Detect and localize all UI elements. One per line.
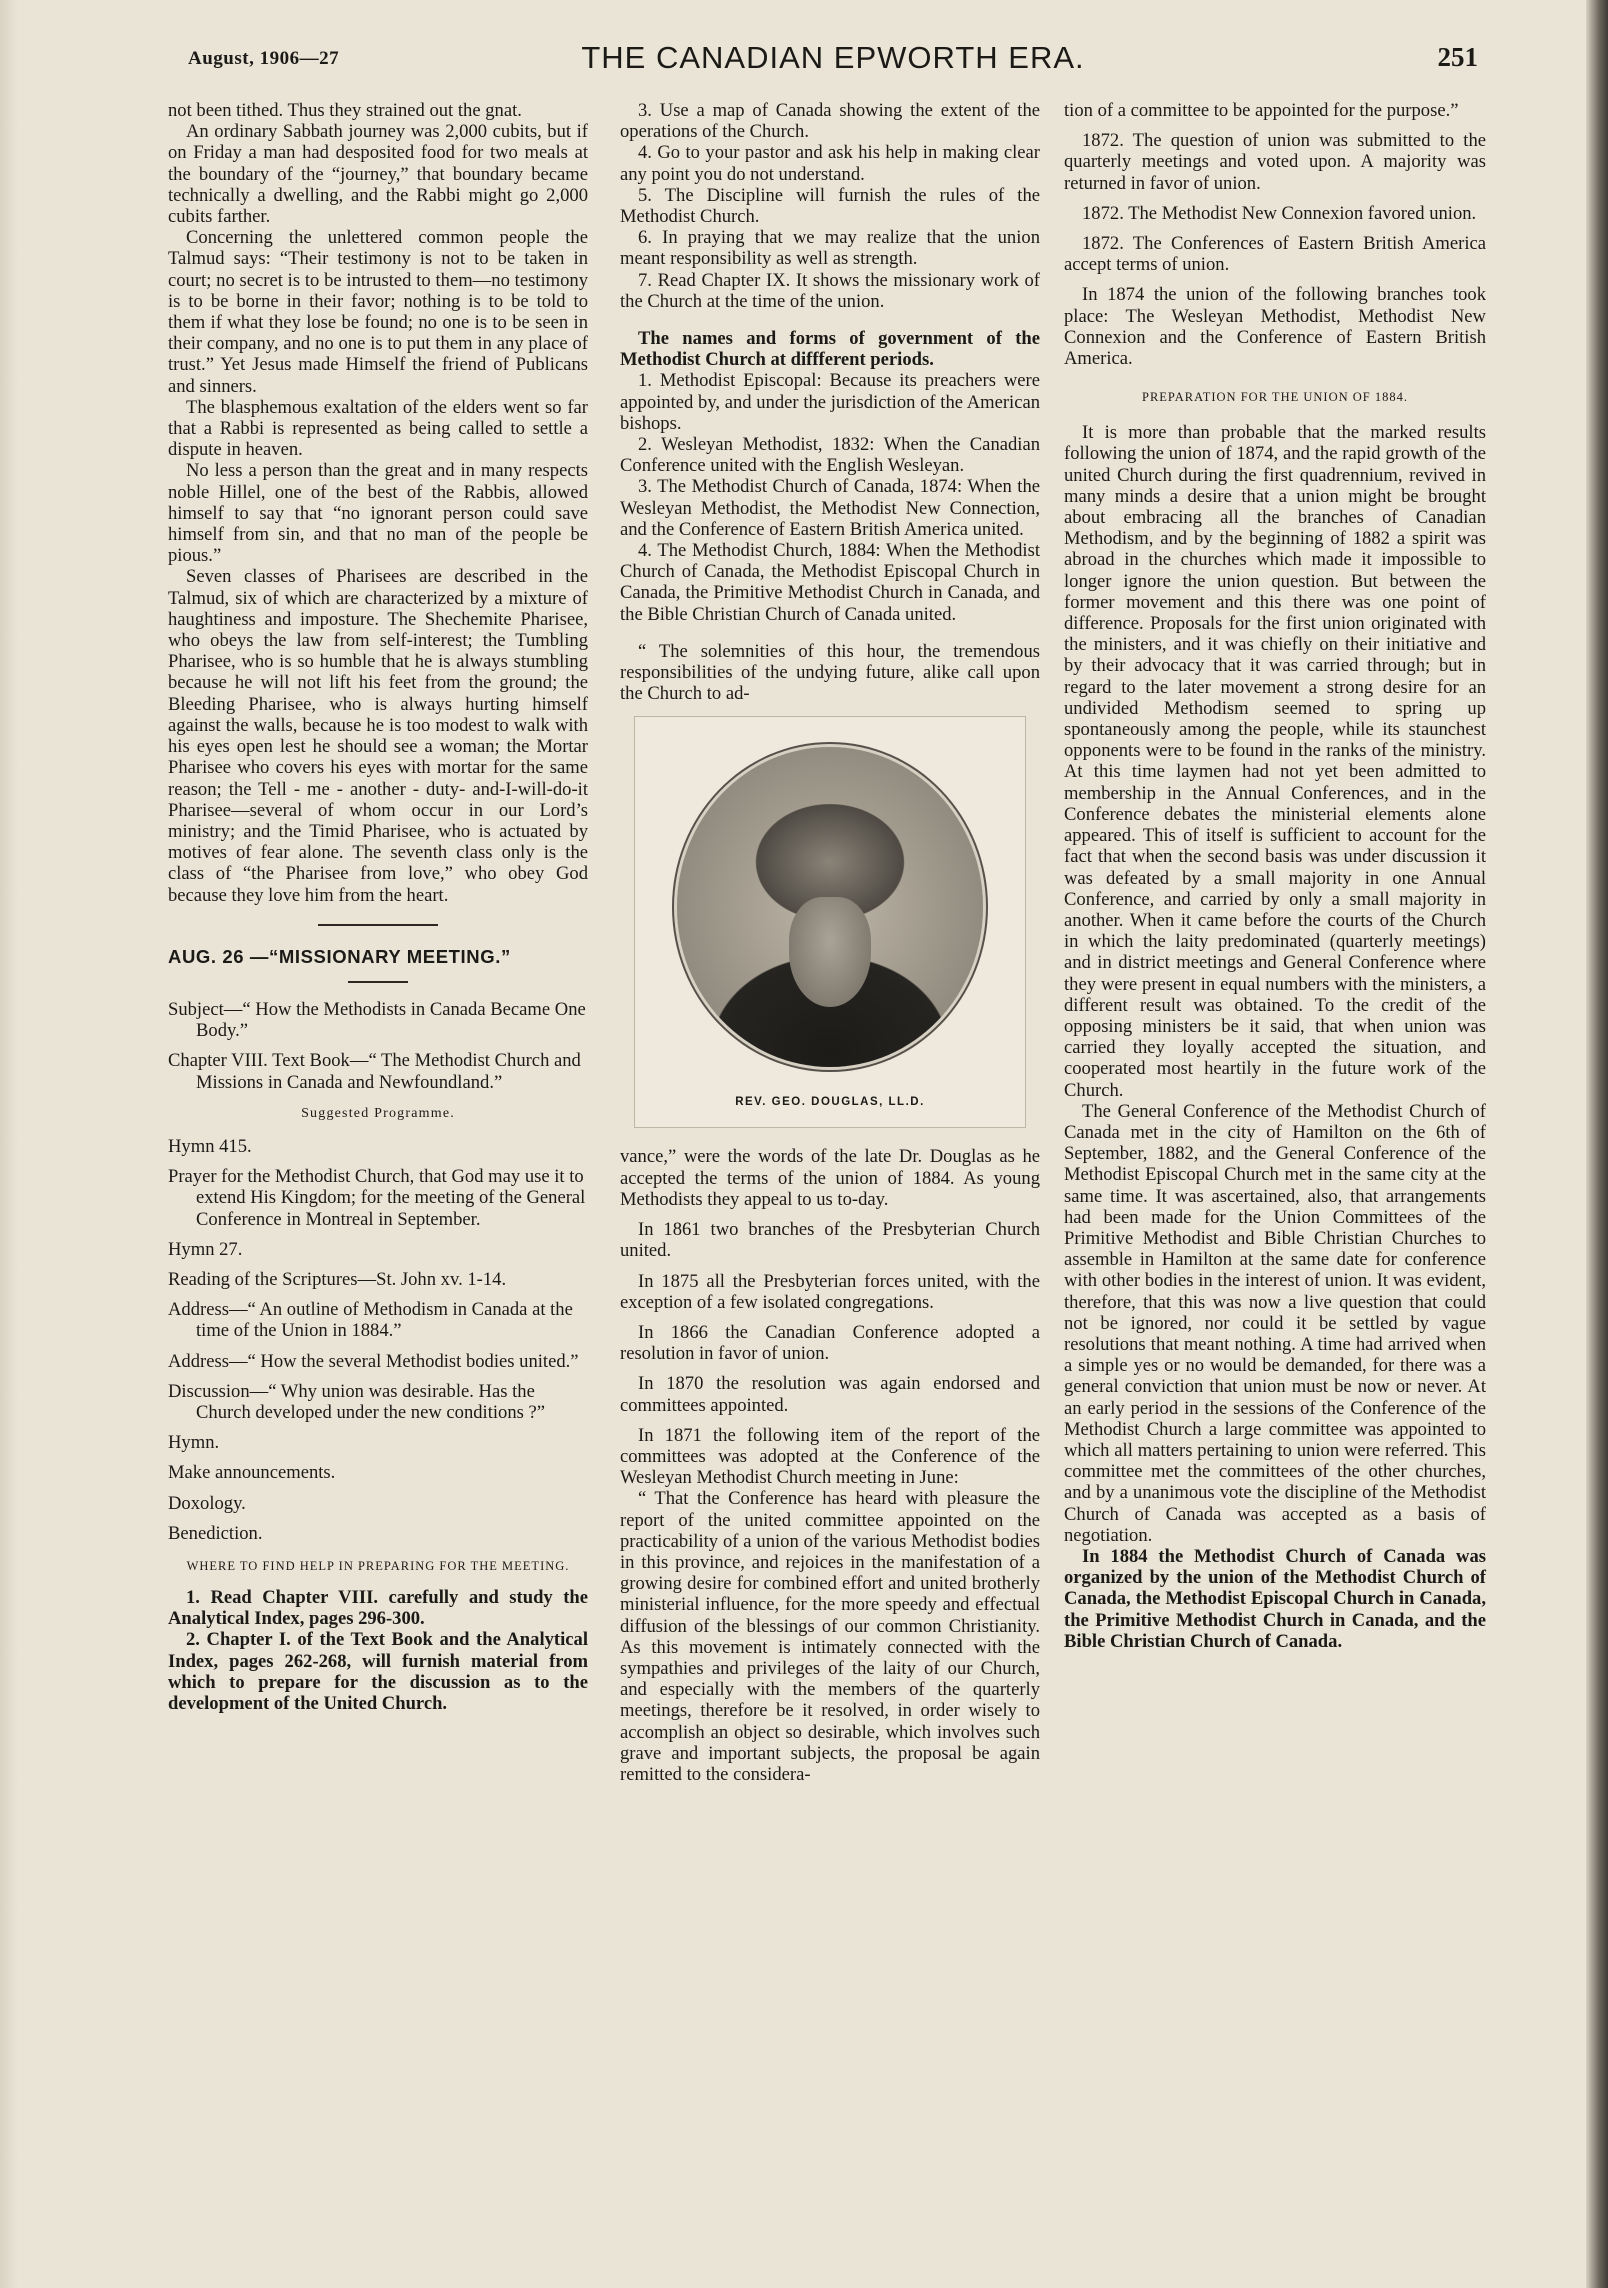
history-item: 1872. The Methodist New Connexion favored union. [1082,202,1477,224]
meeting-subject: Subject—“ How the Methodists in Canada Became One Body.” [168,998,586,1042]
scan-edge [0,0,18,2288]
history-item: In 1875 all the Presbyterian forces united, with the exception of a few isolated congregations. [620,1270,1040,1313]
issue-date: August, 1906—27 [188,48,340,69]
masthead-title: THE CANADIAN EPWORTH ERA. [581,40,1085,75]
preparation-heading: PREPARATION FOR THE UNION OF 1884. [1142,390,1408,405]
paragraph: Concerning the unlettered common people the Talmud says: “Their testimony is not to be taken in court; no secret is to be intrusted to them—no testimony is to be borne in their favor; nothing is to be told to them if what they lose be found; no one is to be seen in their company, and no one is to put them in any place of trust.” Yet Jesus made Himself the friend of Publicans and sinners. [168,227,588,397]
church-name-item: 4. The Methodist Church, 1884: When the Methodist Church of Canada, the Methodist Episcopal Church in Canada, the Primitive Methodist Church in Canada, and the Bible Christian Church of Canada united. [620,540,1040,625]
section-divider [348,981,408,983]
page-header [188,40,1478,84]
paragraph: An ordinary Sabbath journey was 2,000 cubits, but if on Friday a man had desposited food for two meals at the boundary of the “journey,” that boundary became technically a dwelling, and the Rabbi might go 2,000 cubits farther. [168,121,588,228]
history-item: In 1866 the Canadian Conference adopted a resolution in favor of union. [620,1321,1040,1365]
quote-start: “ The solemnities of this hour, the tremendous responsibilities of the undying future, alike call upon the Church to ad- [620,640,1040,705]
programme-heading: Suggested Programme. [301,1105,455,1121]
help-item: 5. The Discipline will furnish the rules of the Methodist Church. [620,184,1040,228]
page-number: 251 [1437,42,1478,72]
column-2 [620,100,1040,1794]
help-item: 6. In praying that we may realize that the union meant responsibility as well as strength. [620,227,1040,270]
paragraph: tion of a committee to be appointed for the purpose.” [1064,100,1459,121]
paragraph: No less a person than the great and in many respects noble Hillel, one of the best of the Rabbis, allowed himself to say that “no ignorant person could save himself from sin, and that no man of the people be pious.” [168,460,588,567]
help-item: 3. Use a map of Canada showing the extent of the operations of the Church. [620,100,1040,143]
paragraph: Seven classes of Pharisees are described in the Talmud, six of which are characterized by a mixture of haughtiness and imposture. The Shechemite Pharisee, who obeys the law from self-interest; the Tumbling Pharisee, who is so humble that he is always stumbling because he will not lift his feet from the ground; the Bleeding Pharisee, who is always hurting himself against the walls, because he is too modest to walk with his eyes open lest he should see a woman; the Mortar Pharisee who covers his eyes with mortar for the same reason; the Tell - me - another - duty- and-I-will-do-it Pharisee—several of whom occur in our Lord’s ministry; and the Timid Pharisee, who is actuated by motives of fear alone. The seventh class only is the class of “the Pharisee from love,” who obey God because they love him from the heart. [168,566,588,906]
names-intro: The names and forms of government of the Methodist Church at diffferent periods. [620,328,1040,371]
paragraph: The General Conference of the Methodist Church of Canada met in the city of Hamilton on the 6th of September, 1882, and the General Conference of the Methodist Episcopal Church met in the same city at the same time. It was ascertained, also, that arrangements had been made for the Union Committees of the Primitive Methodist and Bible Christian Churches to assemble in Hamilton at the same date for conference with other bodies in the interest of union. It was evident, therefore, that this was now a live question that could not be ignored, nor could it be settled by vague resolutions that meant nothing. A time had arrived when a simple yes or no would be demanded, for there was a general conviction that union must be now or never. At an early period in the sessions of the Conference of the Methodist Church a large committee was appointed to which all matters pertaining to union were referred. This committee met the committees of the other churches, and by a unanimous vote the discipline of the Methodist Church of Canada was accepted as a basis of negotiation. [1064,1100,1486,1546]
programme-item: Reading of the Scriptures—St. John xv. 1-14. [168,1268,507,1290]
history-item: In 1870 the resolution was again endorsed and committees appointed. [620,1373,1040,1416]
programme-item: Discussion—“ Why union was desirable. Has the Church developed under the new conditions ?” [168,1380,546,1423]
page-binding [1586,0,1608,2288]
history-item: In 1874 the union of the following branches took place: The Wesleyan Methodist, Methodist New Connexion and the Conference of Eastern British America. [1064,284,1486,370]
portrait-beard [789,897,871,1007]
portrait-caption: REV. GEO. DOUGLAS, LL.D. [735,1096,925,1109]
programme-item: Hymn. [168,1432,220,1454]
help-item: 4. Go to your pastor and ask his help in making clear any point you do not understand. [620,142,1040,185]
portrait-photo [677,747,983,1067]
paragraph: In 1884 the Methodist Church of Canada was organized by the union of the Methodist Church of Canada, the Methodist Episcopal Church in Canada, the Primitive Methodist Church in Canada, and the Bible Christian Church of Canada. [1064,1546,1486,1652]
programme-item: Benediction. [168,1522,263,1544]
programme-item: Address—“ How the several Methodist bodies united.” [168,1350,579,1372]
paragraph: not been tithed. Thus they strained out the gnat. [168,100,522,121]
church-name-item: 1. Methodist Episcopal: Because its preachers were appointed by, and under the jurisdiction of the American bishops. [620,370,1040,434]
programme-item: Hymn 415. [168,1135,252,1157]
programme-item: Address—“ An outline of Methodism in Canada at the time of the Union in 1884.” [168,1299,573,1342]
programme-item: Make announcements. [168,1462,336,1484]
column-3 [1064,100,1486,1661]
paragraph: It is more than probable that the marked results following the union of 1874, and the rapid growth of the united Church during the first quadrennium, revived in many minds a desire that a union might be brought about embracing all the branches of Canadian Methodism, and by the beginning of 1882 a spirit was abroad in the churches which made it impossible to longer ignore the union question. But between the former movement and this there was one point of difference. Proposals for the first union originated with the ministers, and it was chiefly on their initiative and by their advocacy that it was carried through; but in regard to the later movement a strong desire for an undivided Methodism seemed to spring up spontaneously among the people, while its staunchest opponents were to be found in the ranks of the ministry. At this time laymen had not yet been admitted to membership in the Annual Conferences, and in the Conference debates the ministerial elements alone appeared. This of itself is sufficient to account for the fact that when the second basis was under discussion it was defeated by a small majority in one Annual Conference, and carried by only a small majority in another. When it came before the courts of the Church in which the laity predominated (quarterly meetings) and in district meetings and General Conference where they were present in equal numbers with the ministers, a different result was obtained. To the credit of the opposing ministers be it said, that when union was carried they loyally accepted the situation, and cooperated most heartily in the future work of the Church. [1064,422,1486,1101]
help-item: 7. Read Chapter IX. It shows the missionary work of the Church at the time of the union. [620,269,1040,312]
section-divider [318,924,438,926]
church-name-item: 2. Wesleyan Methodist, 1832: When the Canadian Conference united with the English Wesleyan. [620,434,1040,477]
section-heading: AUG. 26 —“MI⁠SSIONARY MEETING.” [168,945,511,967]
help-item: 2. Chapter I. of the Text Book and the Analytical Index, pages 262-268, will furnish material from which to prepare for the discussion as to the development of the United Church. [168,1629,588,1714]
meeting-chapter: Chapter VIII. Text Book—“ The Methodist Church and Missions in Canada and Newfoundland.” [168,1050,581,1093]
programme-item: Doxology. [168,1492,246,1514]
history-item: 1872. The Conferences of Eastern British America accept terms of union. [1064,233,1486,276]
history-item: 1872. The question of union was submitted to the quarterly meetings and voted upon. A majority was returned in favor of union. [1064,130,1486,194]
history-item: In 1861 two branches of the Presbyterian Church united. [620,1219,1040,1262]
report-quote: “ That the Conference has heard with pleasure the report of the united committee appointed on the practicability of a union of the various Methodist bodies in this province, and rejoices in the manifestation of a growing desire for combined effort and united brotherly ministerial influence, for the more speedy and effectual diffusion of the blessings of our common Christianity. As this movement is intimately connected with the sympathies and privileges of the laity of our Church, and especially with the members of the quarterly meetings, therefore be it resolved, in order wisely to accomplish an object so desirable, which involves such grave and important subjects, the proposal be again remitted to the considera- [620,1488,1040,1785]
programme-item: Hymn 27. [168,1238,243,1260]
help-heading: WHERE TO FIND HELP IN PREPARING FOR THE MEETING. [186,1558,570,1573]
quote-end: vance,” were the words of the late Dr. Douglas as he accepted the terms of the union of 1884. As young Methodists they appeal to us to-day. [620,1146,1040,1210]
column-1 [168,100,588,1723]
history-item: In 1871 the following item of the report of the committees was adopted at the Conference of the Wesleyan Methodist Church meeting in June: [620,1424,1040,1489]
help-item: 1. Read Chapter VIII. carefully and study the Analytical Index, pages 296-300. [168,1586,588,1630]
paragraph: The blasphemous exaltation of the elders went so far that a Rabbi is represented as being called to settle a dispute in heaven. [168,396,588,461]
church-name-item: 3. The Methodist Church of Canada, 1874: When the Wesleyan Methodist, the Methodist New Connection, and the Conference of Eastern British America united. [620,476,1040,540]
programme-item: Prayer for the Methodist Church, that God may use it to extend His Kingdom; for the meeting of the General Conference in Montreal in September. [168,1166,586,1230]
portrait-figure [634,716,1026,1128]
